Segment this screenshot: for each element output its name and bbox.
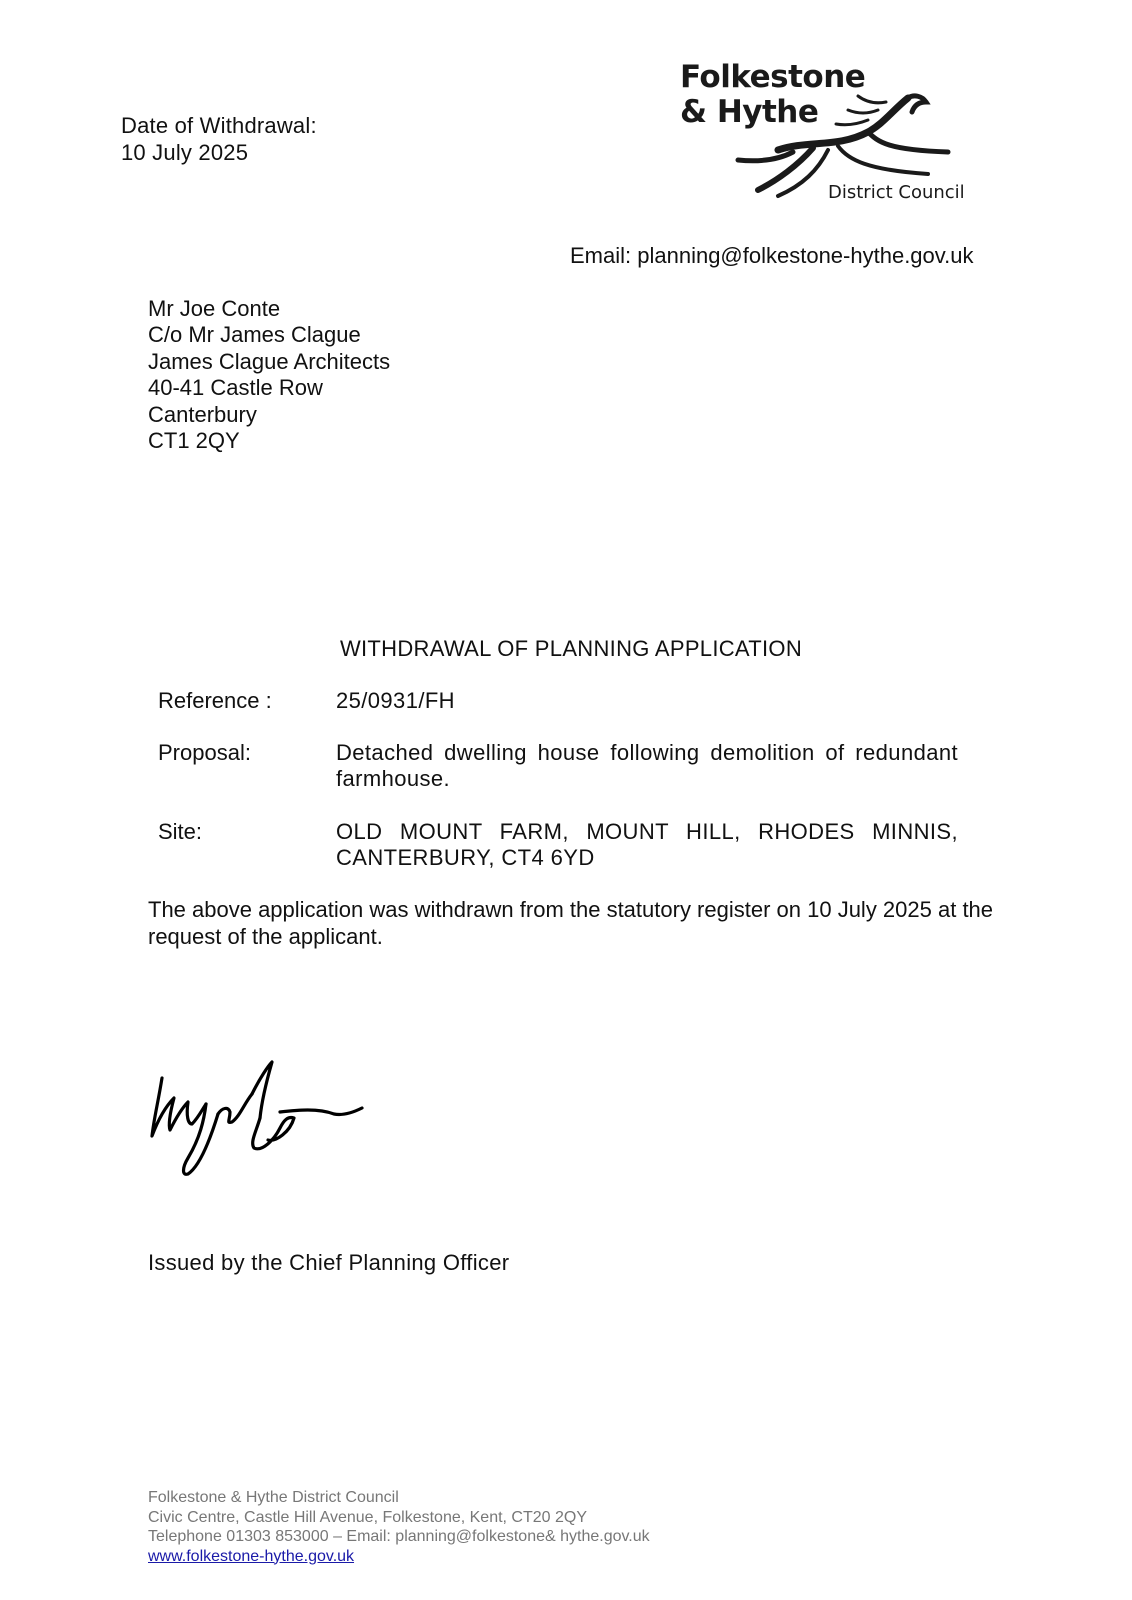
application-details xyxy=(158,688,958,871)
withdrawal-statement: The above application was withdrawn from the statutory register on 10 July 2025 at the request of the applicant. xyxy=(148,897,994,949)
footer xyxy=(148,1488,650,1566)
proposal-value: Detached dwelling house following demolition of redundant farmhouse. xyxy=(336,740,958,791)
reference-label: Reference : xyxy=(158,688,272,713)
address-line: Mr Joe Conte xyxy=(148,296,281,321)
site-label: Site: xyxy=(158,819,203,844)
address-line: CT1 2QY xyxy=(148,428,240,454)
issued-by: Issued by the Chief Planning Officer xyxy=(148,1250,510,1275)
council-logo xyxy=(680,60,980,210)
proposal-row xyxy=(158,740,958,792)
reference-value: 25/0931/FH xyxy=(336,688,455,713)
site-row xyxy=(158,819,958,871)
footer-line: Civic Centre, Castle Hill Avenue, Folkestone, Kent, CT20 2QY xyxy=(148,1508,588,1526)
withdrawal-date-value: 10 July 2025 xyxy=(121,140,249,165)
proposal-label: Proposal: xyxy=(158,740,251,765)
reference-row xyxy=(158,688,958,714)
footer-line: Telephone 01303 853000 – Email: planning@folkestone& hythe.gov.uk xyxy=(148,1528,650,1545)
withdrawal-date-block xyxy=(121,112,317,166)
withdrawal-date-label: Date of Withdrawal: xyxy=(121,113,317,138)
logo-line-folkestone: Folkestone xyxy=(680,59,866,95)
address-line: C/o Mr James Clague xyxy=(148,322,361,348)
address-line: 40-41 Castle Row xyxy=(148,375,323,401)
address-line: James Clague Architects xyxy=(148,348,391,374)
signature-image xyxy=(148,1058,378,1188)
footer-line: Folkestone & Hythe District Council xyxy=(148,1489,399,1506)
document-title: WITHDRAWAL OF PLANNING APPLICATION xyxy=(339,636,803,661)
logo-line-hythe: & Hythe xyxy=(680,94,819,130)
recipient-address xyxy=(148,296,390,454)
site-value: OLD MOUNT FARM, MOUNT HILL, RHODES MINNIS, CANTERBURY, CT4 6YD xyxy=(336,819,958,870)
website-link[interactable]: www.folkestone-hythe.gov.uk xyxy=(148,1547,355,1565)
header-email: Email: planning@folkestone-hythe.gov.uk xyxy=(570,243,974,268)
address-line: Canterbury xyxy=(148,401,257,427)
logo-district-council: District Council xyxy=(828,182,965,203)
